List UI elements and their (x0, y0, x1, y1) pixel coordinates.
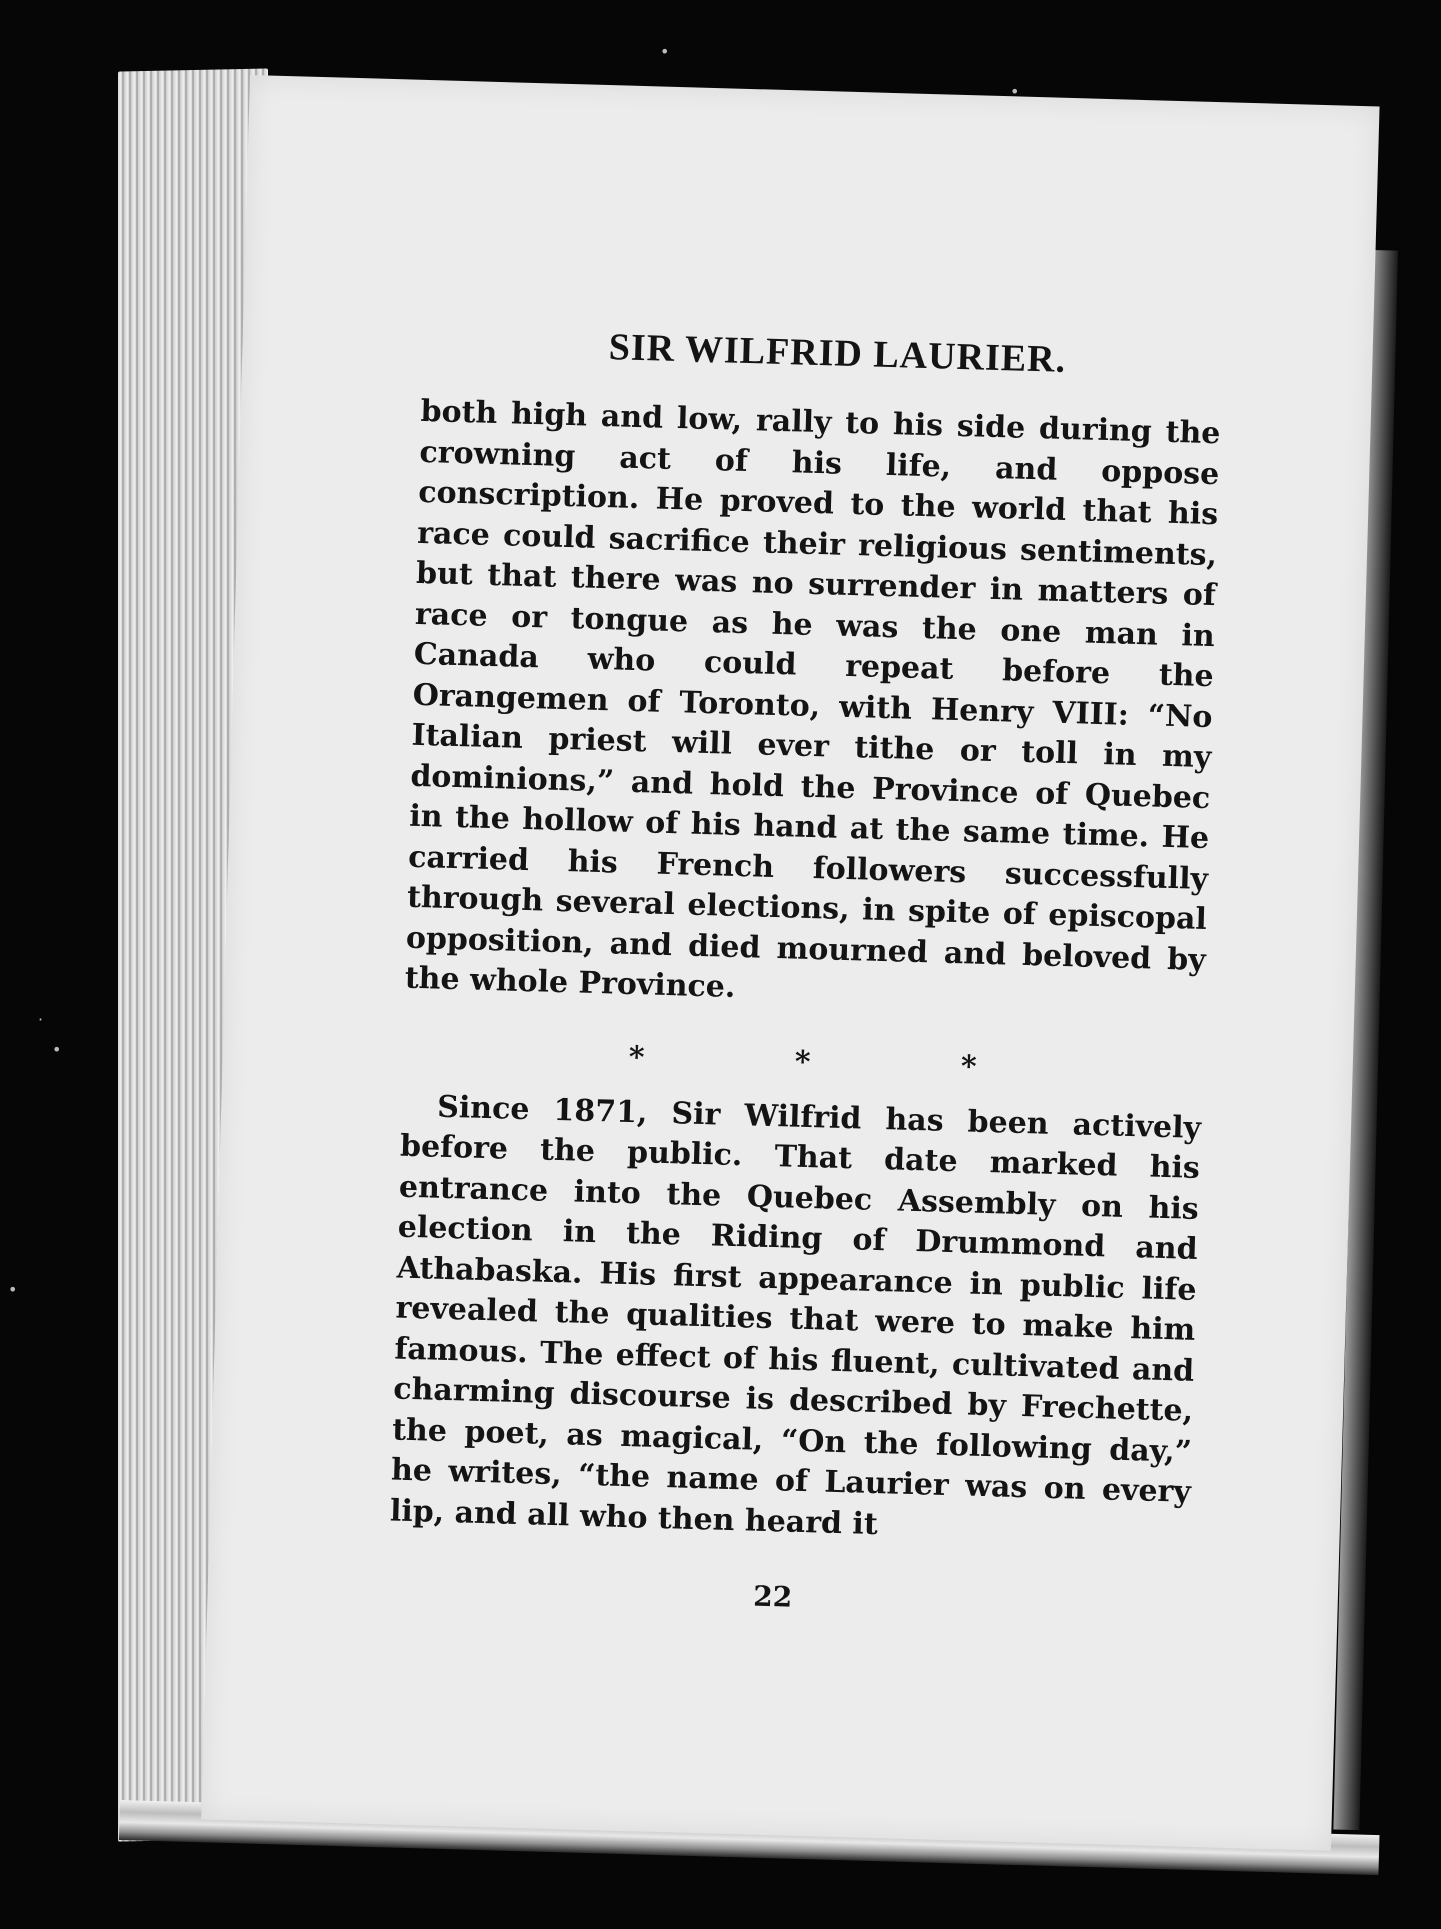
section-separator: * * * (628, 1039, 1048, 1087)
page-number: 22 (752, 1579, 793, 1614)
dust-speck: • (660, 42, 670, 61)
page-content (387, 320, 1223, 1625)
body-paragraph: Since 1871, Sir Wilfrid has been actively before the public. That date marked his entrance into the Quebec Assembly on his election in the Riding of Drummond and Athabaska. His first appearance in public life revealed the qualities that were to make him famous. The effect of his fluent, cultivated and charming discourse is described by Frechette, the poet, as magical, “On the following day,” he writes, “the name of Laurier was on every lip, and all who then heard it (389, 1089, 1202, 1542)
dust-speck: • (1010, 82, 1020, 101)
dust-speck: · (38, 1010, 44, 1029)
running-head: SIR WILFRID LAURIER. (608, 326, 1067, 381)
body-paragraph: both high and low, rally to his side during the crowning act of his life, and oppose conscription. He proved to the world that his race could sacrifice their religious sentiments, but that there was no surrender in matters of race or tongue as he was the one man in Canada who could repeat before the Orangemen of Toronto, with Henry VIII: “No Italian priest will ever tithe or toll in my dominions,” and hold the Province of Quebec in the hollow of his hand at the same time. He carried his French followers successfully through several elections, in spite of episcopal opposition, and died mourned and beloved by the whole Province. (404, 393, 1221, 1005)
dust-speck: • (8, 1280, 18, 1299)
book-page (201, 75, 1379, 1851)
dust-speck: • (52, 1040, 62, 1059)
